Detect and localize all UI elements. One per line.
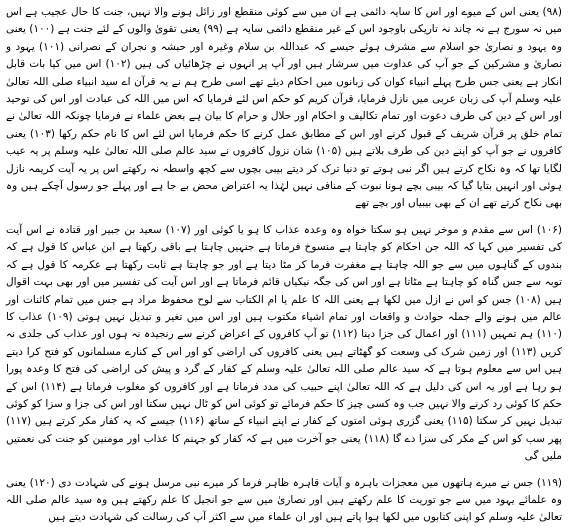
paragraph-spacer	[6, 466, 562, 475]
commentary-paragraph-3: (۱۱۹) جس نے میرے ہاتھوں میں معجزات باہرہ و آیات قاہرہ ظاہر فرما کر میرے نبی مرسل ہونے کی شہادت دی (۱۲۰) یعنی وہ علمائے یہود میں سے جو توریت کا علم رکھتے ہیں اور نصاریٰ میں سے جو انجیل کا علم رکھتے ہیں وہ سید عالم صلی اللہ تعالیٰ علیہ وسلم کو اپنی کتابوں میں لکھا ہوا پاتے ہیں اور ان علماء میں سے اکثر آپ کی رسالت کی شہادت دیتے ہیں	[6, 476, 562, 524]
commentary-paragraph-2: (۱۰۶) اس سے مقدم و موخر نہیں ہو سکتا خواہ وہ وعدہ عذاب کا ہو یا کوئی اور (۱۰۷) سعید بن جبیر اور قتادہ نے اس آیت کی تفسیر میں کہا کہ اللہ جن احکام کو چاہتا ہے منسوخ فرماتا ہے جنہیں چاہتا ہے باقی رکھتا ہے ابن عباس کا قول ہے کہ بندوں کے گناہوں میں سے جو اللہ چاہتا ہے مغفرت فرما کر مٹا دیتا ہے اور جو چاہتا ہے ثابت رکھتا ہے عکرمہ کا قول ہے کہ توبہ سے جس گناہ کو چاہتا ہے مٹاتا ہے اور اس کی جگہ نیکیاں قائم فرماتا ہے اور اس آیت کی تفسیر میں اور بھی بہت اقوال ہیں (۱۰۸) جس کو اس نے ازل میں لکھا ہے یعنی اللہ کا علم یا ام الکتاب سے لوح محفوظ مراد ہے جس میں تمام کائنات اور عالم میں ہونے والے جملہ حوادث و واقعات اور تمام اشیاء مکتوب ہیں اور اس میں تغیر و تبدیل نہیں ہوتی (۱۰۹) عذاب کا (۱۱۰) ہم تمہیں (۱۱۱) اور اعمال کی جزا دینا (۱۱۲) تو آپ کافروں کے اعراض کرنے سے رنجیدہ نہ ہوں اور عذاب کی جلدی نہ کریں (۱۱۳) اور زمین شرک کی وسعت کو گھٹاتے ہیں یعنی کافروں کی اراضی کو اور اس کے کنارے مسلمانوں کو فتح کرا دیتے ہیں اس سے معلوم ہوتا ہے کہ سید عالم صلی اللہ تعالیٰ علیہ وسلم کے کفار کے گرد و پیش کی اراضی کی فتح کا وعدہ پورا ہو رہا ہے اور یہ اس کی دلیل ہے کہ اللہ تعالیٰ اپنے حبیب کی مدد فرماتا ہے اور کافروں کو مغلوب فرماتا ہے (۱۱۴) اس کے حکم کا کوئی رد کرنے والا نہیں جب وہ کسی چیز کا حکم فرمائے تو کوئی اس کو ٹال نہیں سکتا اور اس کی جزا و سزا کو کوئی تبدیل نہیں کر سکتا (۱۱۵) یعنی گزری ہوئی امتوں کے کفار نے اپنے انبیاء کے ساتھ (۱۱۶) جیسے کہ یہ کفار مکر کرتے ہیں (۱۱۷) پھر سب کو اس کے مکر کی سزا دے گا (۱۱۸) یعنی جو آخرت میں ہے کہ کفار کو جہنم کا عذاب اور مومنین کو جنت کی نعمتیں ملیں گی	[6, 223, 562, 463]
commentary-paragraph-1: (۹۸) یعنی اس کے میوے اور اس کا سایہ دائمی ہے ان میں سے کوئی منقطع اور زائل ہونے والا نہیں، جنت کا حال عجیب ہے اس میں نہ سورج ہے نہ چاند نہ تاریکی باوجود اس کے غیر منقطع دائمی سایہ ہے (۹۹) یعنی تقویٰ والوں کے لئے جنت ہے (۱۰۰) یعنی وہ یہود و نصاریٰ جو اسلام سے مشرف ہوئے جیسے کہ عبداللہ بن سلام وغیرہ اور حبشہ و نجران کے نصرانی (۱۰۱) یہود و نصاریٰ و مشرکین کے جو آپ کی عداوت میں سرشار ہیں اور آپ پر انہوں نے چڑھائیاں کی ہیں (۱۰۲) اس میں کیا بات قابل انکار ہے یعنی جس طرح پہلے انبیاء کوان کی زبانوں میں احکام دیئے تھے اسی طرح ہم نے یہ قرآن اے سید انبیاء صلی اللہ تعالیٰ علیہ وسلم آپ کی زبان عربی میں نازل فرمایا، قرآن کریم کو حکم اس لئے فرمایا کہ اس میں اللہ کی عبادت اور اس کی توحید اور اس کے دین کی طرف دعوت اور تمام تکالیف و احکام اور حلال و حرام کا بیان ہے بعض علماء نے فرمایا چونکہ اللہ تعالیٰ نے تمام خلق پر قرآن شریف کے قبول کرنے اور اس کے مطابق عمل کرنے کا حکم فرمایا اس لئے اس کا نام حکم رکھا (۱۰۳) یعنی کافروں نے جو آپ کو اپنے دین کی طرف بلاتے ہیں (۱۰۵) شان نزول کافروں نے سید عالم صلی اللہ تعالیٰ علیہ وسلم پر یہ عیب لگایا تھا کہ وہ نکاح کرتے ہیں اگر نبی ہوتے تو دنیا ترک کر دیتے بیبی بچوں سے کچھ واسطہ نہ رکھتے اس پر یہ آیت کریمہ نازل ہوئی اور انہیں بتایا گیا کہ بیبی بچے ہونا نبوت کے منافی نہیں لہٰذا یہ اعتراض محض بے جا ہے اور پہلے جو رسول آچکے ہیں وہ بھی نکاح کرتے تھے ان کے بھی بیبیاں اور بچے تھے	[6, 6, 563, 210]
paragraph-spacer	[6, 213, 562, 222]
